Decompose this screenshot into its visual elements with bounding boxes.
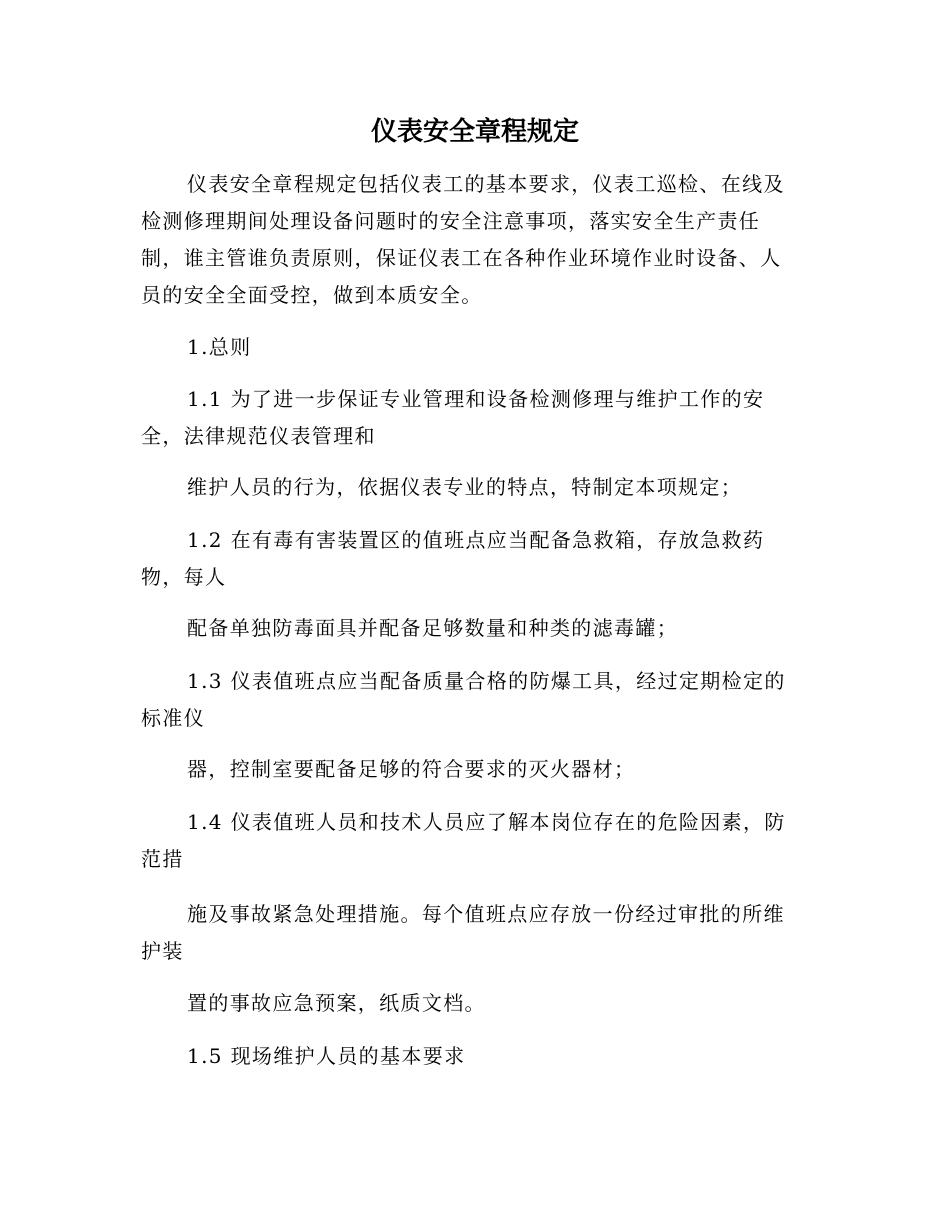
clause-line: 1.3 仪表值班点应当配备质量合格的防爆工具，经过定期检定的 — [187, 669, 786, 693]
clause-1-1-continuation — [141, 469, 796, 506]
clause-line: 标准仪 — [141, 706, 206, 730]
intro-line: 检测修理期间处理设备问题时的安全注意事项，落实安全生产责任 — [141, 209, 761, 233]
clause-1-1 — [141, 381, 796, 455]
clause-line: 1.4 仪表值班人员和技术人员应了解本岗位存在的危险因素，防 — [187, 810, 786, 834]
section-heading-text: 1.总则 — [187, 335, 252, 359]
clause-line: 置的事故应急预案，纸质文档。 — [187, 991, 486, 1015]
clause-1-4 — [141, 804, 796, 878]
clause-line: 物，每人 — [141, 565, 227, 589]
clause-1-5 — [141, 1038, 796, 1075]
document-title: 仪表安全章程规定 — [370, 117, 579, 147]
clause-1-3-continuation — [141, 751, 796, 788]
clause-1-3 — [141, 663, 796, 737]
clause-1-2 — [141, 522, 796, 596]
clause-line: 施及事故紧急处理措施。每个值班点应存放一份经过审批的所维 — [187, 902, 785, 926]
clause-line: 配备单独防毒面具并配备足够数量和种类的滤毒罐； — [187, 616, 679, 640]
clause-1-2-continuation — [141, 610, 796, 647]
clause-line: 器，控制室要配备足够的符合要求的灭火器材； — [187, 757, 636, 781]
intro-line: 员的安全全面受控，做到本质安全。 — [141, 283, 483, 307]
intro-paragraph — [141, 166, 796, 314]
clause-line: 1.5 现场维护人员的基本要求 — [187, 1044, 466, 1068]
clause-line: 1.2 在有毒有害装置区的值班点应当配备急救箱，存放急救药 — [187, 528, 765, 552]
intro-line: 制，谁主管谁负责原则，保证仪表工在各种作业环境作业时设备、人 — [141, 246, 782, 270]
clause-line: 范措 — [141, 847, 184, 871]
intro-line: 仪表安全章程规定包括仪表工的基本要求，仪表工巡检、在线及 — [187, 172, 785, 196]
clause-1-4-continuation-2 — [141, 985, 796, 1022]
clause-line: 护装 — [141, 939, 184, 963]
section-heading-general — [141, 329, 796, 366]
clause-line: 全，法律规范仪表管理和 — [141, 424, 376, 448]
clause-1-4-continuation — [141, 896, 796, 970]
clause-line: 维护人员的行为，依据仪表专业的特点，特制定本项规定； — [187, 475, 743, 499]
clause-line: 1.1 为了进一步保证专业管理和设备检测修理与维护工作的安 — [187, 387, 765, 411]
